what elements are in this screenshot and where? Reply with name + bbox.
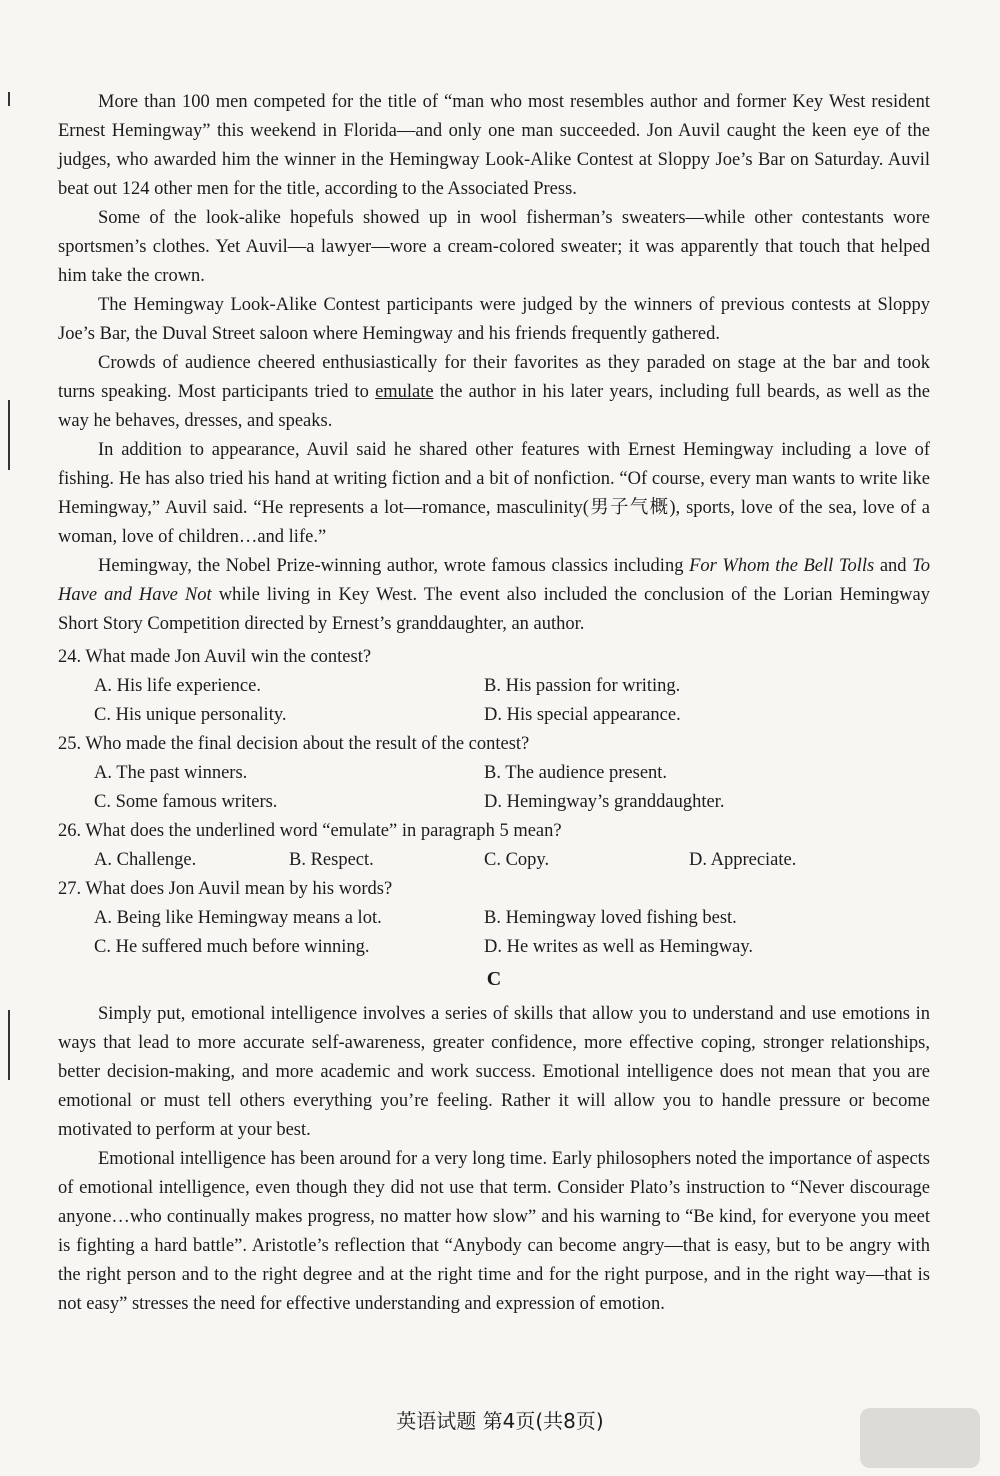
p4-text-after: the author in his later years, including full beards, as well as the way he behaves, dresses, and speaks.: [58, 382, 930, 431]
p6-text-2: and: [874, 556, 913, 576]
question-24: [58, 643, 930, 730]
option-c: C. He suffered much before winning.: [94, 937, 370, 957]
page-footer: 英语试题 第4页(共8页): [396, 1409, 604, 1433]
option-list: [94, 759, 930, 817]
book-title-1: For Whom the Bell Tolls: [689, 556, 875, 576]
option-a: A. Being like Hemingway means a lot.: [94, 908, 382, 928]
question-26: [58, 817, 930, 875]
binding-mark: [8, 400, 10, 470]
question-stem: 27. What does Jon Auvil mean by his words?: [58, 879, 393, 899]
section-heading-c: C: [486, 968, 502, 990]
binding-mark: [8, 1010, 10, 1080]
option-a: A. The past winners.: [94, 763, 248, 783]
option-list: [94, 846, 930, 875]
question-stem: 26. What does the underlined word “emulate” in paragraph 5 mean?: [58, 821, 562, 841]
option-b: B. The audience present.: [484, 763, 668, 783]
option-list: [94, 904, 930, 962]
book-title-2: To Have and Have Not: [58, 556, 931, 605]
p6-text-1: Hemingway, the Nobel Prize-winning author, wrote famous classics including: [98, 556, 690, 576]
passage-c-paragraph-1: Simply put, emotional intelligence involves a series of skills that allow you to understand and use emotions in ways that lead to more accurate self-awareness, greater confidence, more effective coping, stronger relationships, better decision-making, and more academic and work success. Emotional intelligence does not mean that you are emotional or must tell others everything you’re feeling. Rather it will allow you to handle pressure or become motivated to perform at your best.: [58, 1004, 930, 1140]
option-d: D. Appreciate.: [689, 850, 797, 870]
passage-paragraph-2: Some of the look-alike hopefuls showed up in wool fisherman’s sweaters—while other contestants wore sportsmen’s clothes. Yet Auvil—a lawyer—wore a cream-colored sweater; it was apparently that touch that helped him take the crown.: [58, 208, 930, 286]
option-b: B. Respect.: [289, 850, 374, 870]
p6-text-3: while living in Key West. The event also included the conclusion of the Lorian Hemingway Short Story Competition directed by Ernest’s granddaughter, an author.: [58, 585, 930, 634]
option-c: C. Copy.: [484, 850, 550, 870]
option-b: B. His passion for writing.: [484, 676, 681, 696]
question-stem: 24. What made Jon Auvil win the contest?: [58, 647, 372, 667]
option-list: [94, 672, 930, 730]
p4-text-before: Crowds of audience cheered enthusiastically for their favorites as they paraded on stage at the bar and took turns speaking. Most participants tried to: [58, 353, 930, 402]
option-d: D. His special appearance.: [484, 705, 681, 725]
question-25: [58, 730, 930, 817]
binding-mark: [8, 92, 10, 106]
exam-page: [58, 88, 930, 1319]
passage-paragraph-4: [58, 349, 930, 436]
question-27: [58, 875, 930, 962]
option-b: B. Hemingway loved fishing best.: [484, 908, 737, 928]
question-stem: 25. Who made the final decision about the result of the contest?: [58, 734, 530, 754]
underlined-word: emulate: [375, 382, 434, 402]
option-a: A. His life experience.: [94, 676, 261, 696]
option-d: D. Hemingway’s granddaughter.: [484, 792, 725, 812]
option-c: C. His unique personality.: [94, 705, 287, 725]
option-d: D. He writes as well as Hemingway.: [484, 937, 754, 957]
passage-paragraph-1: More than 100 men competed for the title of “man who most resembles author and former Key West resident Ernest Hemingway” this weekend in Florida—and only one man succeeded. Jon Auvil caught the keen eye of the judges, who awarded him the winner in the Hemingway Look-Alike Contest at Sloppy Joe’s Bar on Saturday. Auvil beat out 124 other men for the title, according to the Associated Press.: [58, 92, 930, 199]
passage-paragraph-5: In addition to appearance, Auvil said he shared other features with Ernest Hemingway including a love of fishing. He has also tried his hand at writing fiction and a bit of nonfiction. “Of course, every man wants to write like Hemingway,” Auvil said. “He represents a lot—romance, masculinity(男子气概), sports, love of the sea, love of a woman, love of children…and life.”: [58, 440, 930, 547]
passage-paragraph-6: [58, 552, 930, 639]
option-a: A. Challenge.: [94, 850, 197, 870]
option-c: C. Some famous writers.: [94, 792, 278, 812]
passage-paragraph-3: The Hemingway Look-Alike Contest participants were judged by the winners of previous contests at Sloppy Joe’s Bar, the Duval Street saloon where Hemingway and his friends frequently gathered.: [58, 295, 930, 344]
passage-c-paragraph-2: Emotional intelligence has been around for a very long time. Early philosophers noted the importance of aspects of emotional intelligence, even though they did not use that term. Consider Plato’s instruction to “Never discourage anyone…who continually makes progress, no matter how slow” and his warning to “Be kind, for everyone you meet is fighting a hard battle”. Aristotle’s reflection that “Anybody can become angry—that is easy, but to be angry with the right person and to the right degree and at the right time and for the right purpose, and in the right way—that is not easy” stresses the need for effective understanding and expression of emotion.: [58, 1149, 930, 1314]
watermark-logo: [860, 1408, 980, 1468]
